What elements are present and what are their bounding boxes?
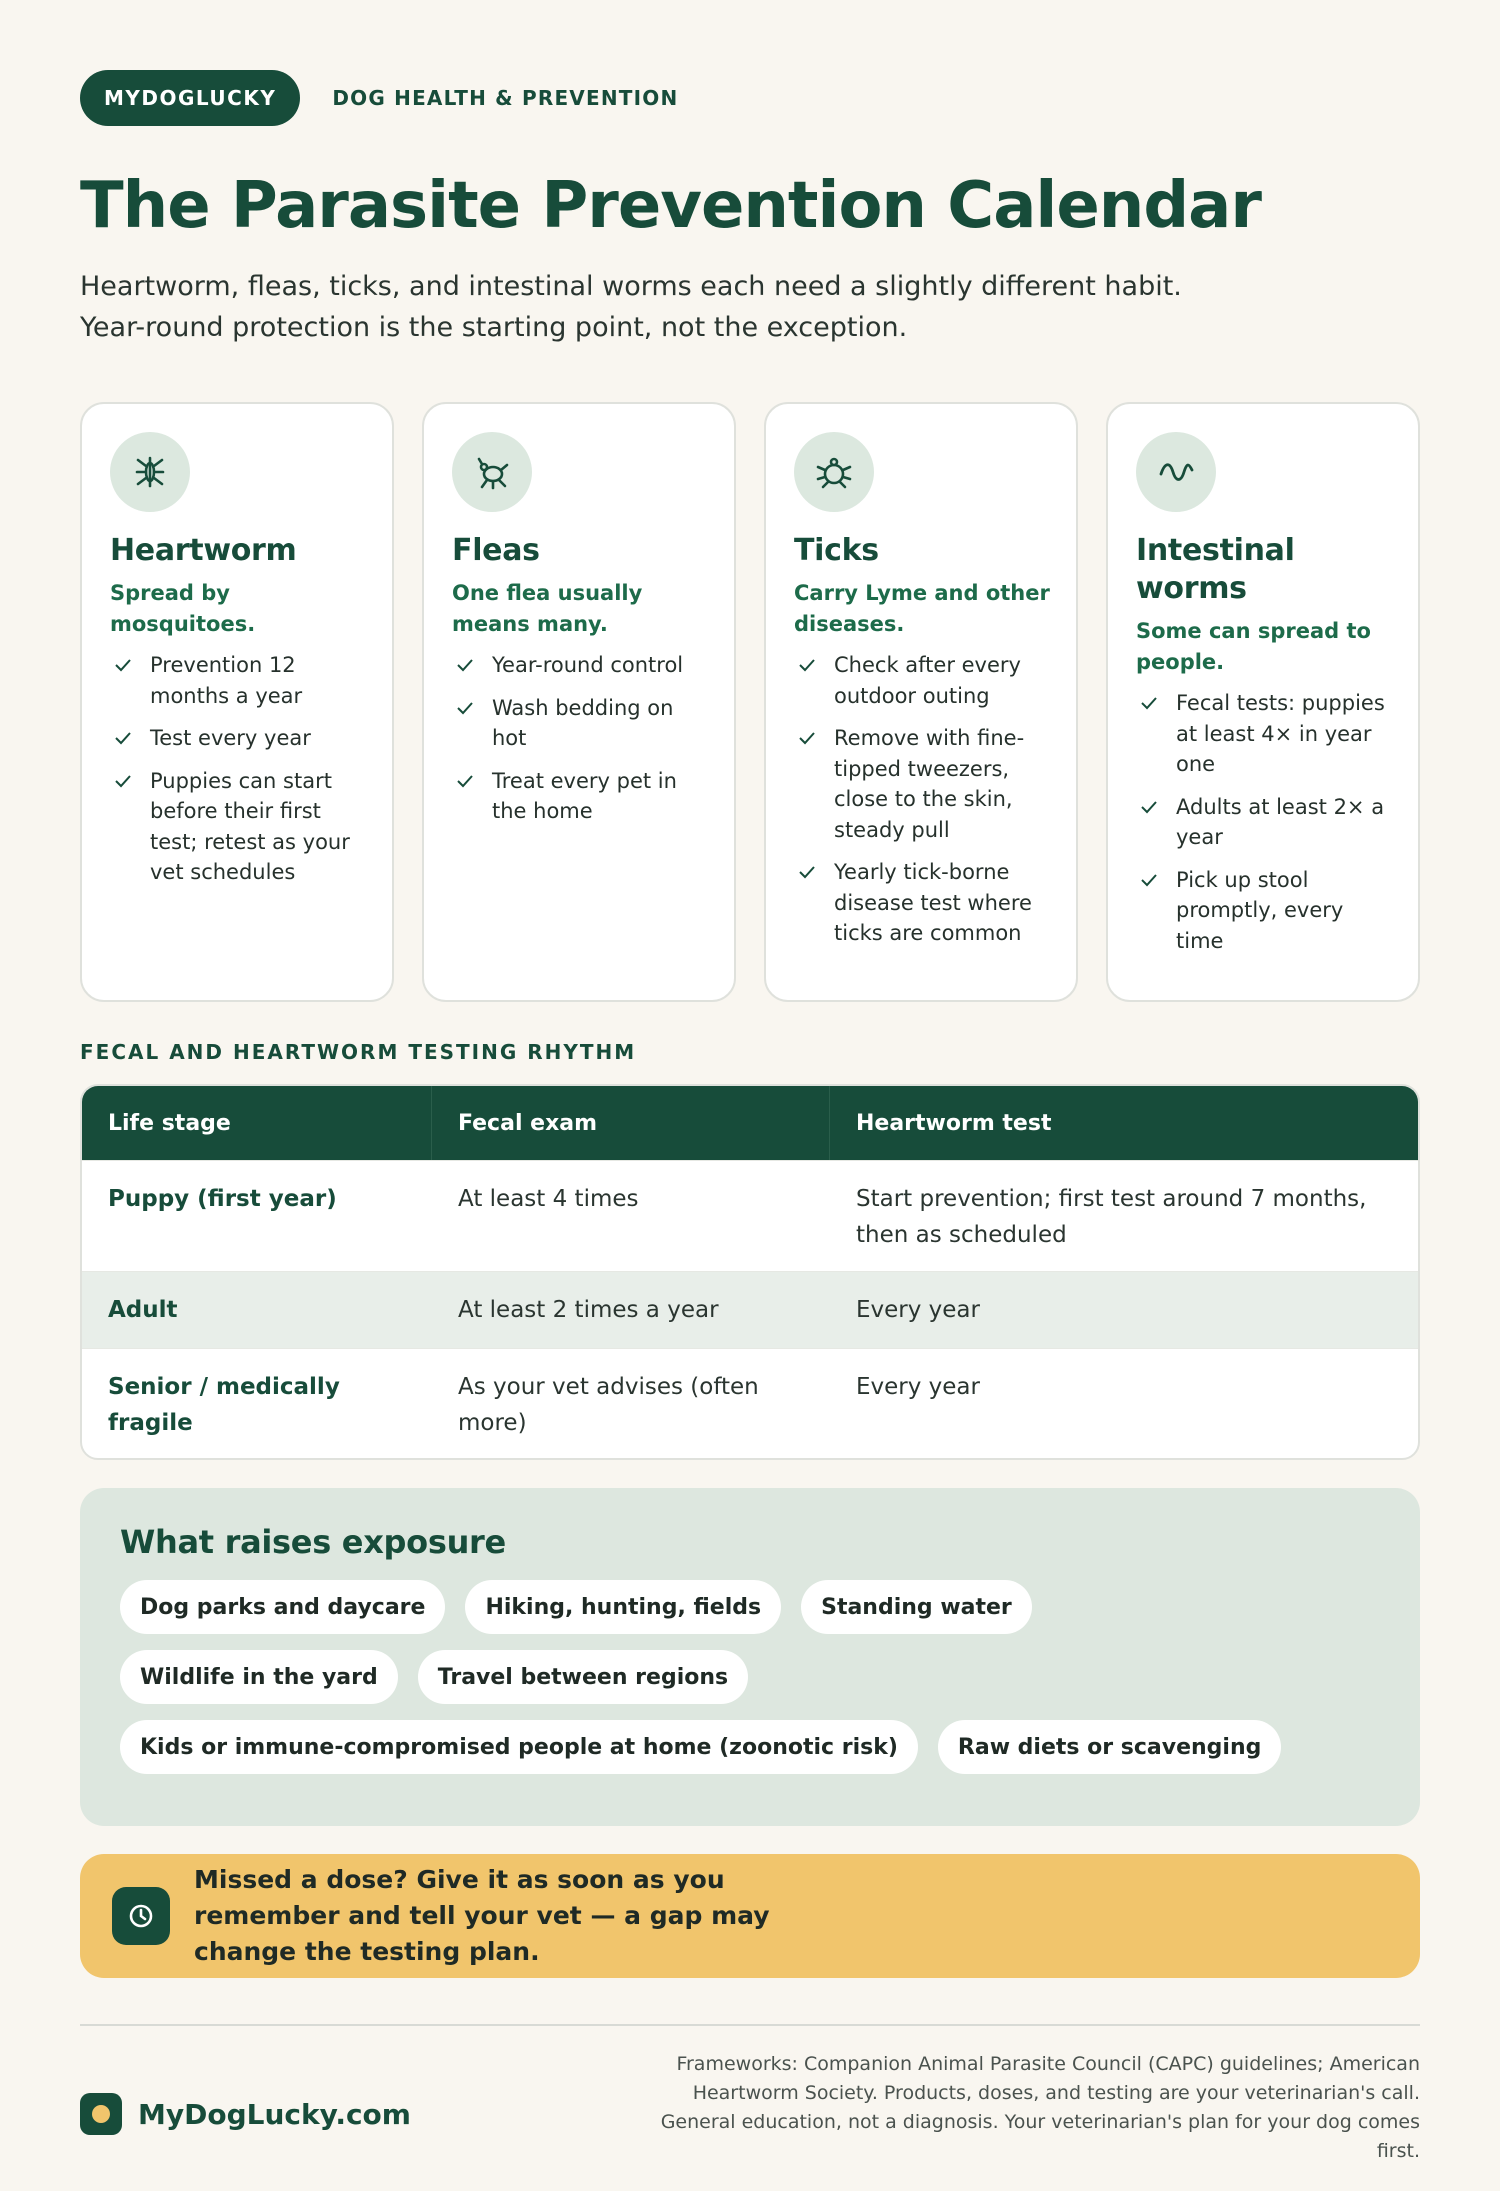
card-checklist bbox=[794, 650, 1050, 949]
card-fleas bbox=[422, 402, 736, 1002]
card-ticks bbox=[764, 402, 1078, 1002]
table-cell: Every year bbox=[856, 1374, 980, 1400]
logo-text: MyDogLucky.com bbox=[138, 2097, 411, 2131]
page-subtitle bbox=[80, 266, 1420, 348]
check-icon bbox=[114, 774, 132, 788]
list-item bbox=[452, 766, 708, 827]
site-logo[interactable] bbox=[80, 2092, 411, 2136]
column-header-fecal-exam: Fecal exam bbox=[432, 1086, 830, 1160]
list-item-text: Check after every outdoor outing bbox=[834, 653, 1021, 708]
logo-mark-icon bbox=[80, 2093, 122, 2135]
exposure-chip: Kids or immune-compromised people at home (zoonotic risk) bbox=[120, 1720, 918, 1774]
card-title: Intestinal worms bbox=[1136, 533, 1295, 606]
sources-line-2: Heartworm Society. Products, doses, and testing are your veterinarian's call. bbox=[692, 2082, 1420, 2104]
list-item-text: Pick up stool promptly, every time bbox=[1176, 867, 1344, 953]
check-icon bbox=[456, 774, 474, 788]
column-header-life-stage: Life stage bbox=[82, 1086, 432, 1160]
exposure-chip: Standing water bbox=[801, 1580, 1032, 1634]
exposure-panel bbox=[80, 1488, 1420, 1826]
card-checklist bbox=[110, 650, 366, 888]
subtitle-line-1: Heartworm, fleas, ticks, and intestinal worms each need a slightly different habit. bbox=[80, 271, 1182, 302]
parasite-cards bbox=[80, 402, 1420, 1002]
check-icon bbox=[456, 658, 474, 672]
check-icon bbox=[456, 701, 474, 715]
card-title: Heartworm bbox=[110, 533, 297, 568]
exposure-title: What raises exposure bbox=[120, 1523, 506, 1561]
exposure-chip: Travel between regions bbox=[418, 1650, 748, 1704]
page-title: The Parasite Prevention Calendar bbox=[80, 169, 1261, 243]
card-heartworm bbox=[80, 402, 394, 1002]
list-item bbox=[794, 650, 1050, 711]
alert-text: Missed a dose? Give it as soon as you remember and tell your vet — a gap may change the testing plan. bbox=[194, 1865, 770, 1966]
list-item bbox=[110, 650, 366, 711]
testing-rhythm-table bbox=[80, 1084, 1420, 1460]
mosquito-icon bbox=[110, 432, 190, 512]
sources-line-3: General education, not a diagnosis. Your veterinarian's plan for your dog comes first. bbox=[660, 2111, 1420, 2162]
list-item-text: Remove with fine-tipped tweezers, close to the skin, steady pull bbox=[834, 726, 1025, 842]
check-icon bbox=[798, 731, 816, 745]
list-item bbox=[452, 693, 708, 754]
table-row bbox=[82, 1271, 1418, 1348]
list-item-text: Prevention 12 months a year bbox=[150, 653, 303, 708]
list-item bbox=[1136, 792, 1392, 853]
table-cell: As your vet advises (often more) bbox=[458, 1374, 759, 1436]
table-cell: Puppy (first year) bbox=[108, 1186, 337, 1212]
card-tagline: Spread by mosquitoes. bbox=[110, 581, 256, 636]
check-icon bbox=[114, 658, 132, 672]
footer bbox=[80, 2050, 1420, 2166]
list-item bbox=[110, 723, 366, 754]
card-checklist bbox=[452, 650, 708, 827]
table-row bbox=[82, 1160, 1418, 1271]
table-cell: Senior / medically fragile bbox=[108, 1374, 340, 1436]
list-item bbox=[794, 723, 1050, 845]
table-cell: At least 2 times a year bbox=[458, 1297, 719, 1323]
check-icon bbox=[1140, 800, 1158, 814]
list-item-text: Fecal tests: puppies at least 4× in year one bbox=[1176, 691, 1385, 776]
tick-icon bbox=[794, 432, 874, 512]
card-tagline: Some can spread to people. bbox=[1136, 619, 1371, 674]
list-item-text: Test every year bbox=[150, 726, 311, 750]
flea-icon bbox=[452, 432, 532, 512]
table-header-row bbox=[82, 1086, 1418, 1160]
card-tagline: Carry Lyme and other diseases. bbox=[794, 581, 1050, 636]
table-cell: Adult bbox=[108, 1297, 178, 1323]
exposure-chip: Raw diets or scavenging bbox=[938, 1720, 1281, 1774]
list-item bbox=[110, 766, 366, 888]
table-row bbox=[82, 1348, 1418, 1458]
column-header-heartworm-test: Heartworm test bbox=[856, 1110, 1052, 1136]
check-icon bbox=[1140, 696, 1158, 710]
exposure-chip: Dog parks and daycare bbox=[120, 1580, 445, 1634]
missed-dose-alert bbox=[80, 1854, 1420, 1978]
exposure-chips bbox=[120, 1580, 1320, 1774]
card-intestinal-worms bbox=[1106, 402, 1420, 1002]
subtitle-line-2: Year-round protection is the starting point, not the exception. bbox=[80, 312, 908, 343]
list-item bbox=[794, 857, 1050, 949]
clock-icon bbox=[112, 1887, 170, 1945]
list-item-text: Wash bedding on hot bbox=[492, 695, 674, 750]
brand-badge[interactable]: MYDOGLUCKY bbox=[80, 70, 300, 126]
card-checklist bbox=[1136, 688, 1392, 956]
check-icon bbox=[114, 731, 132, 745]
check-icon bbox=[798, 865, 816, 879]
top-bar bbox=[80, 70, 1420, 126]
list-item-text: Adults at least 2× a year bbox=[1176, 794, 1385, 849]
page bbox=[80, 70, 1420, 2166]
check-icon bbox=[1140, 873, 1158, 887]
exposure-chip: Hiking, hunting, fields bbox=[465, 1580, 781, 1634]
table-section-label: FECAL AND HEARTWORM TESTING RHYTHM bbox=[80, 1040, 637, 1064]
sources-note bbox=[620, 2050, 1420, 2166]
list-item-text: Treat every pet in the home bbox=[492, 768, 677, 823]
card-title: Fleas bbox=[452, 533, 540, 568]
table-cell: Start prevention; first test around 7 months, then as scheduled bbox=[856, 1186, 1367, 1248]
list-item bbox=[452, 650, 708, 681]
list-item-text: Puppies can start before their first test; retest as your vet schedules bbox=[150, 768, 350, 884]
worm-icon bbox=[1136, 432, 1216, 512]
exposure-chip: Wildlife in the yard bbox=[120, 1650, 398, 1704]
check-icon bbox=[798, 658, 816, 672]
table-cell: At least 4 times bbox=[458, 1186, 639, 1212]
card-title: Ticks bbox=[794, 533, 879, 568]
footer-divider bbox=[80, 2024, 1420, 2026]
table-cell: Every year bbox=[856, 1297, 980, 1323]
card-tagline: One flea usually means many. bbox=[452, 581, 643, 636]
list-item bbox=[1136, 688, 1392, 780]
category-kicker: DOG HEALTH & PREVENTION bbox=[332, 86, 679, 110]
list-item-text: Yearly tick-borne disease test where ticks are common bbox=[834, 860, 1032, 945]
list-item bbox=[1136, 865, 1392, 957]
sources-line-1: Frameworks: Companion Animal Parasite Council (CAPC) guidelines; American bbox=[676, 2053, 1420, 2075]
list-item-text: Year-round control bbox=[492, 653, 684, 677]
